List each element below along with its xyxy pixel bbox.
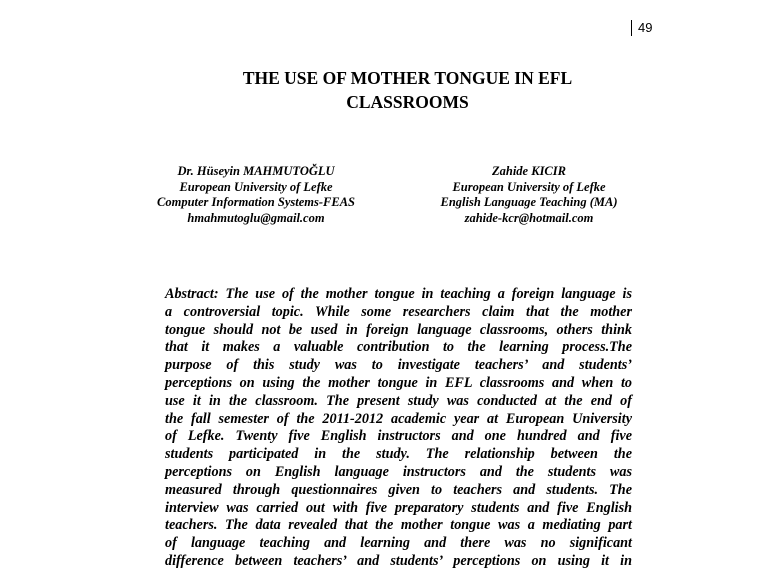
abstract-line: that it makes a valuable contribution to the learning process.The (165, 339, 632, 356)
author-affiliation: European University of Lefke (179, 179, 333, 194)
author-email: hmahmutoglu@gmail.com (187, 210, 325, 225)
abstract-line: teachers. The data revealed that the mother tongue was a mediating part (165, 517, 632, 534)
abstract-line: a controversial topic. While some researchers claim that the mother (165, 303, 632, 320)
title-line-1: THE USE OF MOTHER TONGUE IN EFL (242, 68, 573, 88)
abstract-line: Abstract: The use of the mother tongue in teaching a foreign language is (165, 286, 632, 302)
author-name: Dr. Hüseyin MAHMUTOĞLU (177, 164, 335, 178)
abstract-line: measured through questionnaires given to teachers and students. The (165, 481, 632, 498)
author-email: zahide-kcr@hotmail.com (464, 210, 594, 225)
paper-title (200, 66, 615, 114)
abstract-line: perceptions on English language instructors and the students was (165, 463, 632, 480)
author-name: Zahide KICIR (492, 164, 566, 178)
abstract (165, 286, 632, 571)
author-affiliation: European University of Lefke (452, 179, 606, 194)
author-block-2 (420, 164, 638, 226)
abstract-line: of language teaching and learning and there was no significant (165, 535, 632, 552)
page-number: 49 (631, 20, 652, 36)
abstract-line: tongue should not be used in foreign language classrooms, others think (165, 321, 632, 338)
abstract-line: of Lefke. Twenty five English instructors and one hundred and five (165, 428, 632, 445)
abstract-line: purpose of this study was to investigate teachers’ and students’ (165, 357, 632, 374)
abstract-line: perceptions on using the mother tongue in EFL classrooms and when to (165, 374, 632, 391)
abstract-line: the fall semester of the 2011-2012 academic year at European University (165, 410, 632, 427)
author-block-1 (140, 164, 372, 226)
title-line-2: CLASSROOMS (346, 92, 469, 112)
author-department: English Language Teaching (MA) (440, 195, 618, 209)
abstract-line: difference between teachers’ and students’ perceptions on using it in (165, 552, 632, 569)
author-department: Computer Information Systems-FEAS (157, 195, 355, 209)
abstract-line: students participated in the study. The relationship between the (165, 446, 632, 463)
abstract-line: use it in the classroom. The present study was conducted at the end of (165, 392, 632, 409)
abstract-line: interview was carried out with five preparatory students and five English (165, 499, 632, 516)
